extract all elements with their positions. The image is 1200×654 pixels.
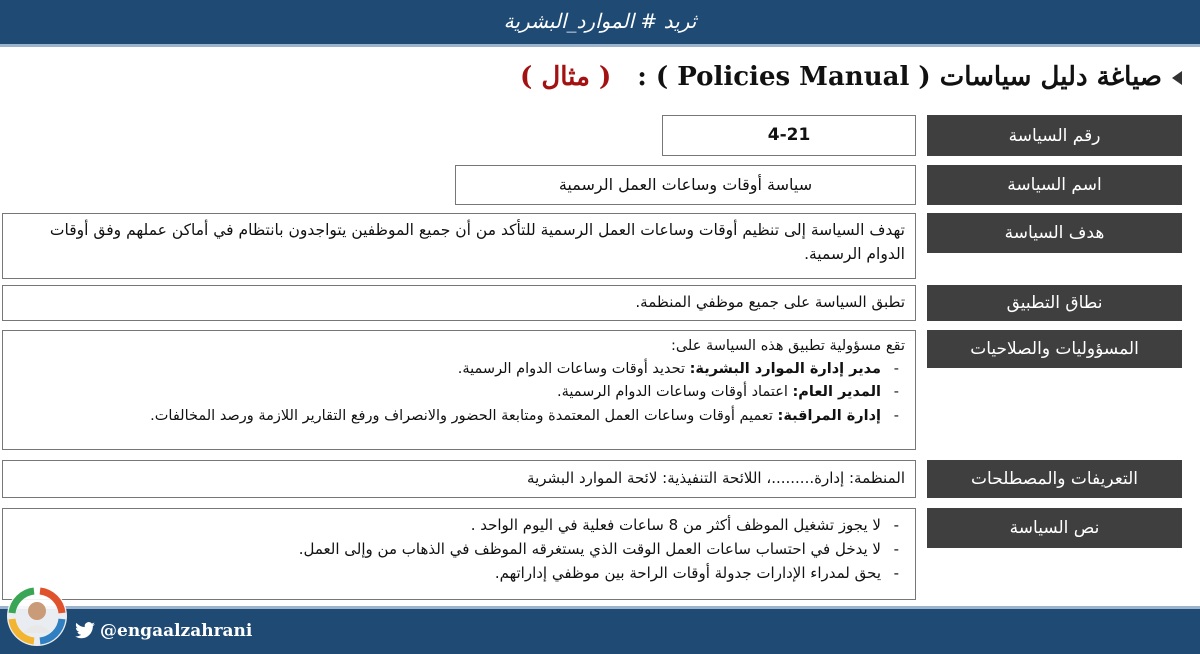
twitter-handle[interactable]: @engaalzahrani xyxy=(100,621,253,641)
resp-text: تعميم أوقات وساعات العمل المعتمدة ومتابعة الحضور والانصراف ورفع التقارير اللازمة ورصد المخالفات. xyxy=(150,407,778,424)
policy-scope-value xyxy=(2,285,916,321)
policy-name-value: سياسة أوقات وساعات العمل الرسمية xyxy=(455,165,916,205)
policy-text-label: نص السياسة xyxy=(927,508,1182,548)
resp-role: إدارة المراقبة: xyxy=(777,407,881,424)
list-item: - يحق لمدراء الإدارات جدولة أوقات الراحة بين موظفي إداراتهم. xyxy=(13,561,899,585)
policy-defs-label: التعريفات والمصطلحات xyxy=(927,460,1182,498)
policy-defs-value xyxy=(2,460,916,498)
policy-scope-label: نطاق التطبيق xyxy=(927,285,1182,321)
page-title-example: ( مثال ) xyxy=(519,62,612,92)
page-title-main: صياغة دليل سياسات ( Policies Manual ) : xyxy=(637,62,1162,92)
footer-bar xyxy=(0,606,1200,654)
resp-text: تحديد أوقات وساعات الدوام الرسمية. xyxy=(457,361,690,378)
policy-defs-text: المنظمة: إدارة.........، اللائحة التنفيذية: لائحة الموارد البشرية xyxy=(527,469,905,488)
header-title: ثريد # الموارد_البشرية xyxy=(503,9,697,33)
policy-text-list xyxy=(13,513,905,585)
policy-resp-label: المسؤوليات والصلاحيات xyxy=(927,330,1182,368)
bullet-arrow-icon xyxy=(1172,71,1182,85)
policy-number-label: رقم السياسة xyxy=(927,115,1182,156)
list-item xyxy=(13,358,899,381)
policy-name-label: اسم السياسة xyxy=(927,165,1182,205)
list-item xyxy=(13,405,899,428)
page-title xyxy=(520,62,1182,92)
list-item: - لا يدخل في احتساب ساعات العمل الوقت الذي يستغرقه الموظف في الذهاب من وإلى العمل. xyxy=(13,537,899,561)
policy-resp-value xyxy=(2,330,916,450)
policy-goal-value xyxy=(2,213,916,279)
policy-number-value: 4-21 xyxy=(662,115,916,156)
list-item: - لا يجوز تشغيل الموظف أكثر من 8 ساعات فعلية في اليوم الواحد . xyxy=(13,513,899,537)
profile-logo-icon xyxy=(4,583,70,649)
policy-goal-text: تهدف السياسة إلى تنظيم أوقات وساعات العمل الرسمية للتأكد من أن جميع الموظفين يتواجدون بانتظام في أماكن عملهم وفق أوقات الدوام الرسمية. xyxy=(49,221,905,264)
policy-resp-list xyxy=(13,358,905,428)
policy-text-value xyxy=(2,508,916,600)
resp-role: مدير إدارة الموارد البشرية: xyxy=(689,361,881,378)
resp-text: اعتماد أوقات وساعات الدوام الرسمية. xyxy=(557,384,793,401)
list-item xyxy=(13,381,899,404)
policy-scope-text: تطبق السياسة على جميع موظفي المنظمة. xyxy=(635,293,905,312)
header-bar xyxy=(0,0,1200,47)
policy-resp-intro: تقع مسؤولية تطبيق هذه السياسة على: xyxy=(670,338,905,354)
policy-goal-label: هدف السياسة xyxy=(927,213,1182,253)
twitter-icon xyxy=(74,622,96,640)
resp-role: المدير العام: xyxy=(792,384,881,401)
